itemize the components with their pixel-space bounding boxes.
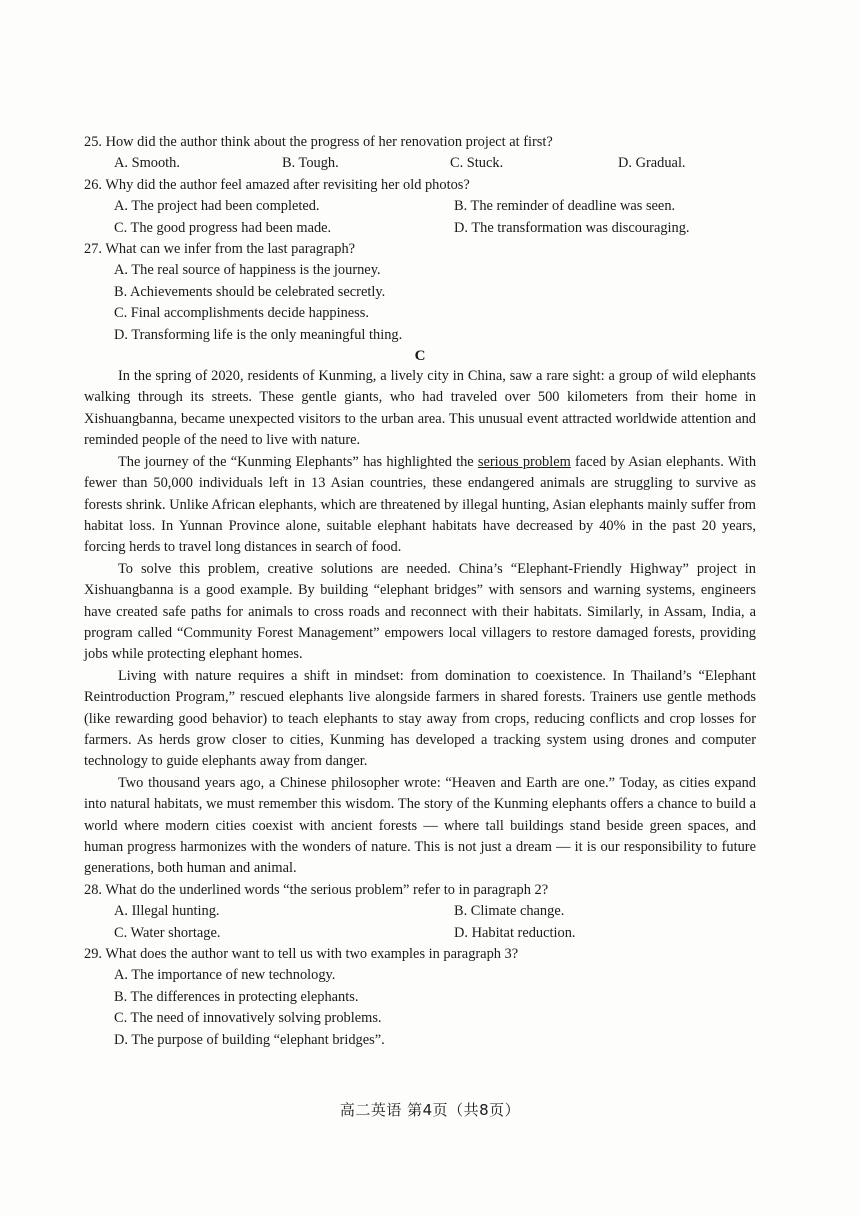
option-27-c: C. Final accomplishments decide happiness. xyxy=(114,305,369,322)
paragraph-2-text-before: The journey of the “Kunming Elephants” has highlighted the xyxy=(118,453,478,470)
question-25: 25. How did the author think about the progress of her renovation project at first? xyxy=(84,134,553,150)
option-28-d: D. Habitat reduction. xyxy=(454,924,576,941)
passage-paragraph-4: Living with nature requires a shift in mindset: from domination to coexistence. In Thailand’s “Elephant Reintroduction Program,” rescued elephants live alongside farmers in shared forests. Trainers use gentle methods (like rewarding good behavior) to teach elephants to stay away from crops, reducing conflicts and crop losses for farmers. As herds grow closer to cities, Kunming has developed a tracking system using drones and computer technology to guide elephants away from danger. xyxy=(84,667,756,770)
option-25-a: A. Smooth. xyxy=(114,155,180,172)
option-26-c: C. The good progress had been made. xyxy=(114,219,332,236)
question-25-options xyxy=(84,153,756,174)
option-28-b: B. Climate change. xyxy=(454,903,565,920)
option-29-b: B. The differences in protecting elephants. xyxy=(114,988,359,1005)
passage-paragraph-1: In the spring of 2020, residents of Kunming, a lively city in China, saw a rare sight: a group of wild elephants walking through its streets. These gentle giants, who had traveled over 500 kilometers from their home in Xishuangbanna, became unexpected visitors to the urban area. This unusual event attracted worldwide attention and reminded people of the need to live with nature. xyxy=(84,368,756,449)
option-26-d: D. The transformation was discouraging. xyxy=(454,219,690,236)
passage-paragraph-2 xyxy=(84,452,756,559)
question-29: 29. What does the author want to tell us with two examples in paragraph 3? xyxy=(84,946,519,963)
option-29-c: C. The need of innovatively solving problems. xyxy=(114,1010,382,1027)
underlined-phrase: serious problem xyxy=(477,453,571,470)
question-27: 27. What can we infer from the last paragraph? xyxy=(84,241,356,258)
paragraph-2-text-after: faced by Asian elephants. With fewer than 50,000 individuals left in 13 Asian countries, these endangered animals are struggling to survive as forests shrink. Unlike African elephants, which are threatened by illegal hunting, Asian elephants mainly suffer from habitat loss. In Yunnan Province alone, suitable elephant habitats have decreased by 40% in the past 20 years, forcing herds to travel long distances in search of food. xyxy=(84,453,757,556)
passage-paragraph-3: To solve this problem, creative solutions are needed. China’s “Elephant-Friendly Highway” project in Xishuangbanna is a good example. By building “elephant bridges” with sensors and warning systems, engineers have created safe paths for animals to cross roads and reconnect with their habitats. Similarly, in Assam, India, a program called “Community Forest Management” empowers local villagers to restore damaged forests, providing jobs while protecting elephant homes. xyxy=(84,560,756,663)
page-content xyxy=(84,132,756,1051)
option-26-b: B. The reminder of deadline was seen. xyxy=(454,198,676,215)
question-28: 28. What do the underlined words “the serious problem” refer to in paragraph 2? xyxy=(84,881,549,898)
page-footer: 高二英语 第4页（共8页） xyxy=(339,1101,521,1119)
option-25-b: B. Tough. xyxy=(282,155,339,172)
option-29-d: D. The purpose of building “elephant bridges”. xyxy=(114,1031,385,1048)
option-28-a: A. Illegal hunting. xyxy=(114,903,220,920)
question-26-options-row-2 xyxy=(84,218,756,239)
question-26-options-row-1 xyxy=(84,196,756,217)
section-heading: C xyxy=(414,348,426,365)
option-25-d: D. Gradual. xyxy=(618,155,686,172)
option-25-c: C. Stuck. xyxy=(450,155,504,172)
option-27-d: D. Transforming life is the only meaningful thing. xyxy=(114,326,403,343)
option-27-b: B. Achievements should be celebrated secretly. xyxy=(114,283,386,300)
question-28-options-row-1 xyxy=(84,901,756,922)
question-26: 26. Why did the author feel amazed after revisiting her old photos? xyxy=(84,176,470,193)
option-27-a: A. The real source of happiness is the journey. xyxy=(114,262,381,279)
option-26-a: A. The project had been completed. xyxy=(114,198,320,215)
option-28-c: C. Water shortage. xyxy=(114,924,221,941)
passage-paragraph-5: Two thousand years ago, a Chinese philosopher wrote: “Heaven and Earth are one.” Today, as cities expand into natural habitats, we must remember this wisdom. The story of the Kunming elephants offers a chance to build a world where modern cities coexist with ancient forests — where tall buildings stand beside green spaces, and human progress harmonizes with the wonders of nature. This is not just a dream — it is our responsibility to future generations, both human and animal. xyxy=(84,774,756,877)
option-29-a: A. The importance of new technology. xyxy=(114,967,336,984)
question-28-options-row-2 xyxy=(84,923,756,944)
